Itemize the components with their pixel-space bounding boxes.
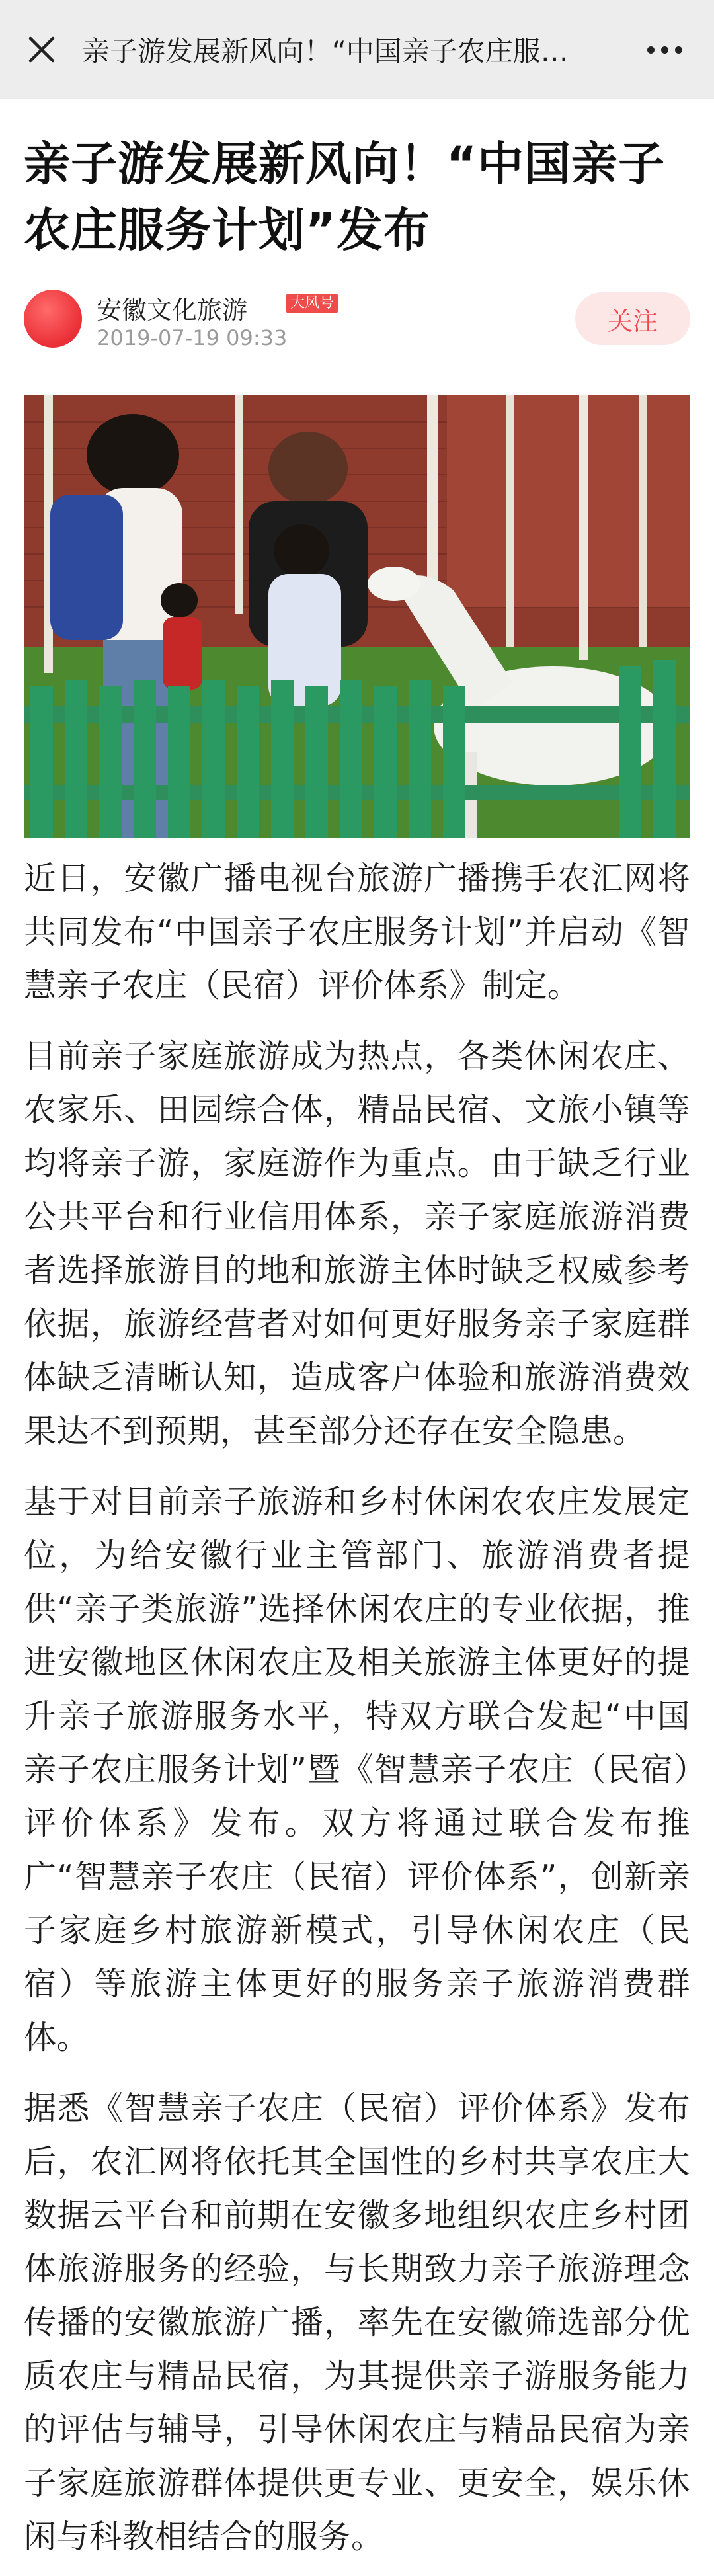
author-row [24,282,690,361]
page-title: 亲子游发展新风向！“中国亲子农庄服… [82,35,569,67]
more-icon[interactable] [641,26,688,73]
author-name[interactable]: 安徽文化旅游 [97,296,248,325]
article-paragraph: 目前亲子家庭旅游成为热点，各类休闲农庄、农家乐、田园综合体，精品民宿、文旅小镇等均将亲子游，家庭游作为重点。由于缺乏行业公共平台和行业信用体系，亲子家庭旅游消费者选择旅游目的地和旅游主体时缺乏权威参考依据，旅游经营者对如何更好服务亲子家庭群体缺乏清晰认知，造成客户体验和旅游消费效果达不到预期，甚至部分还存在安全隐患。 [24,1037,690,1450]
author-avatar[interactable] [24,290,82,348]
follow-button[interactable]: 关注 [575,292,690,345]
article-hero-image[interactable] [24,395,690,838]
article-title: 亲子游发展新风向！“中国亲子农庄服务计划”发布 [24,137,666,257]
article-paragraph: 基于对目前亲子旅游和乡村休闲农农庄发展定位，为给安徽行业主管部门、旅游消费者提供“亲子类旅游”选择休闲农庄的专业依据，推进安徽地区休闲农庄及相关旅游主体更好的提升亲子旅游服务水平，特双方联合发起“中国亲子农庄服务计划”暨《智慧亲子农庄（民宿）评价体系》发布。双方将通过联合发布推广“智慧亲子农庄（民宿）评价体系”，创新亲子家庭乡村旅游新模式，引导休闲农庄（民宿）等旅游主体更好的服务亲子旅游消费群体。 [24,1483,690,2056]
top-navigation-bar [0,0,714,99]
close-icon[interactable] [19,26,65,73]
article-paragraph: 据悉《智慧亲子农庄（民宿）评价体系》发布后，农汇网将依托其全国性的乡村共享农庄大数据云平台和前期在安徽多地组织农庄乡村团体旅游服务的经验，与长期致力亲子旅游理念传播的安徽旅游广播，率先在安徽筛选部分优质农庄与精品民宿，为其提供亲子游服务能力的评估与辅导，引导休闲农庄与精品民宿为亲子家庭旅游群体提供更专业、更安全，娱乐休闲与科教相结合的服务。 [24,2089,690,2556]
article-content [0,99,714,2563]
post-timestamp: 2019-07-19 09:33 [97,325,288,350]
author-badge: 大风号 [286,294,338,313]
article-paragraph: 近日，安徽广播电视台旅游广播携手农汇网将共同发布“中国亲子农庄服务计划”并启动《智慧亲子农庄（民宿）评价体系》制定。 [24,860,690,1004]
